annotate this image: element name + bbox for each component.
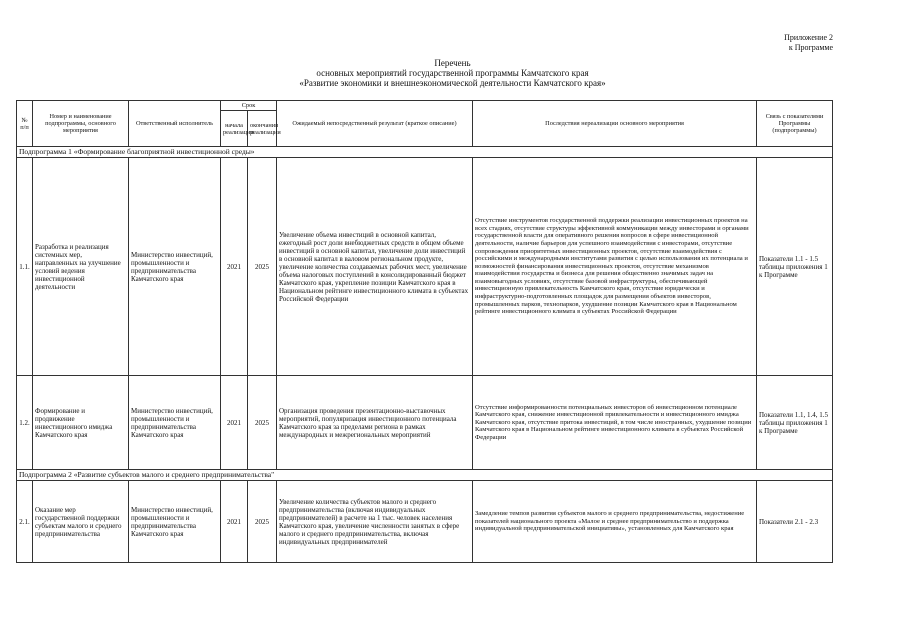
header-executor: Ответственный исполнитель [129, 101, 221, 147]
table-row [17, 481, 833, 563]
title-line-1: Перечень [434, 58, 471, 68]
appendix-line-1: Приложение 2 [784, 33, 833, 42]
table-row [17, 158, 833, 376]
row-consequences: Отсутствие информированности потенциальных инвесторов об инвестиционном потенциале Камчатского края, снижение инвестиционной привлекательности и инвестиционного имиджа Камчатского края, отсутствие притока инвестиций, в том числе иностранных, ухудшение позиции Камчатского края в Национальном рейтинге инвестиционного климата в субъектах Российской Федерации [473, 376, 757, 470]
row-executor: Министерство инвестиций, промышленности и предпринимательства Камчатского края [129, 158, 221, 376]
subprogram-2-title: Подпрограмма 2 «Развитие субъектов малого и среднего предпринимательства" [17, 470, 833, 481]
row-start: 2021 [221, 158, 248, 376]
row-num: 1.1. [17, 158, 33, 376]
appendix-label [784, 33, 833, 53]
row-consequences: Отсутствие инструментов государственной поддержки реализации инвестиционных проектов на всех стадиях, отсутствие структуры эффективной коммуникации между инвесторами и органами государственной власти для оперативного решения вопросов в сфере инвестиционной деятельности, наличие барьеров для успешного взаимодействия с инвесторами, отсутствие сопровождения приоритетных инвестиционных проектов, отсутствие взаимодействия с российскими и международными институтами развития с целью использования их потенциала и возможностей финансирования инвестиционных проектов, отсутствие механизмов взаимодействия государства и бизнеса для решения общественно значимых задач на взаимовыгодных условиях, отсутствие базовой инфраструктуры, обеспечивающей инвестиционную привлекательность Камчатского края, отсутствие юридически и инфраструктурно-подготовленных площадок для размещения объектов инвесторов, промышленных парков, технопарков, ухудшение позиции Камчатского края в Национальном рейтинге инвестиционного климата в субъектах Российской Федерации [473, 158, 757, 376]
row-start: 2021 [221, 376, 248, 470]
header-end: окончания реализации [248, 111, 277, 147]
header-term: Срок [221, 101, 277, 111]
header-result: Ожидаемый непосредственный результат (краткое описание) [277, 101, 473, 147]
header-link: Связь с показателями Программы (подпрограммы) [757, 101, 833, 147]
header-name: Номер и наименование подпрограммы, основного мероприятия [33, 101, 129, 147]
row-name: Формирование и продвижение инвестиционного имиджа Камчатского края [33, 376, 129, 470]
row-link: Показатели 1.1 - 1.5 таблицы приложения 1 к Программе [757, 158, 833, 376]
title-line-3: «Развитие экономики и внешнеэкономической деятельности Камчатского края» [299, 78, 606, 88]
table-row [17, 376, 833, 470]
row-end: 2025 [248, 158, 277, 376]
title-line-2: основных мероприятий государственной программы Камчатского края [316, 68, 589, 78]
measures-table [16, 100, 833, 563]
header-row-1 [17, 101, 833, 111]
header-consequences: Последствия нереализации основного мероприятия [473, 101, 757, 147]
row-start: 2021 [221, 481, 248, 563]
row-executor: Министерство инвестиций, промышленности и предпринимательства Камчатского края [129, 481, 221, 563]
row-num: 2.1. [17, 481, 33, 563]
document-title [0, 58, 905, 88]
appendix-line-2: к Программе [788, 43, 833, 52]
row-link: Показатели 1.1, 1.4, 1.5 таблицы приложения 1 к Программе [757, 376, 833, 470]
subprogram-2-row [17, 470, 833, 481]
row-end: 2025 [248, 481, 277, 563]
header-num: № п/п [17, 101, 33, 147]
row-result: Увеличение объема инвестиций в основной капитал, ежегодный рост доли внебюджетных средств в общем объеме инвестиций в основной капитал, увеличение доли инвестиций в основной капитал в валовом региональном продукте, увеличение количества создаваемых рабочих мест, увеличение объема налоговых поступлений в консолидированный бюджет Камчатского края, укрепление позиции Камчатского края в Национальном рейтинге инвестиционного климата в субъектах Российской Федерации [277, 158, 473, 376]
row-end: 2025 [248, 376, 277, 470]
row-consequences: Замедление темпов развития субъектов малого и среднего предпринимательства, недостижение показателей национального проекта «Малое и среднее предпринимательство и поддержка индивидуальной предпринимательской инициативы», установленных для Камчатского края [473, 481, 757, 563]
row-executor: Министерство инвестиций, промышленности и предпринимательства Камчатского края [129, 376, 221, 470]
subprogram-1-row [17, 147, 833, 158]
row-name: Оказание мер государственной поддержки субъектам малого и среднего предпринимательства [33, 481, 129, 563]
subprogram-1-title: Подпрограмма 1 «Формирование благоприятной инвестиционной среды» [17, 147, 833, 158]
row-name: Разработка и реализация системных мер, направленных на улучшение условий ведения инвестиционной деятельности [33, 158, 129, 376]
row-result: Увеличение количества субъектов малого и среднего предпринимательства (включая индивидуальных предпринимателей) в расчете на 1 тыс. человек населения Камчатского края, увеличение численности занятых в сфере малого и среднего предпринимательства, включая индивидуальных предпринимателей [277, 481, 473, 563]
row-num: 1.2. [17, 376, 33, 470]
row-result: Организация проведения презентационно-выставочных мероприятий, популяризация инвестиционного потенциала Камчатского края за пределами региона в рамках международных и межрегиональных мероприятий [277, 376, 473, 470]
row-link: Показатели 2.1 - 2.3 [757, 481, 833, 563]
header-start: начала реализации [221, 111, 248, 147]
